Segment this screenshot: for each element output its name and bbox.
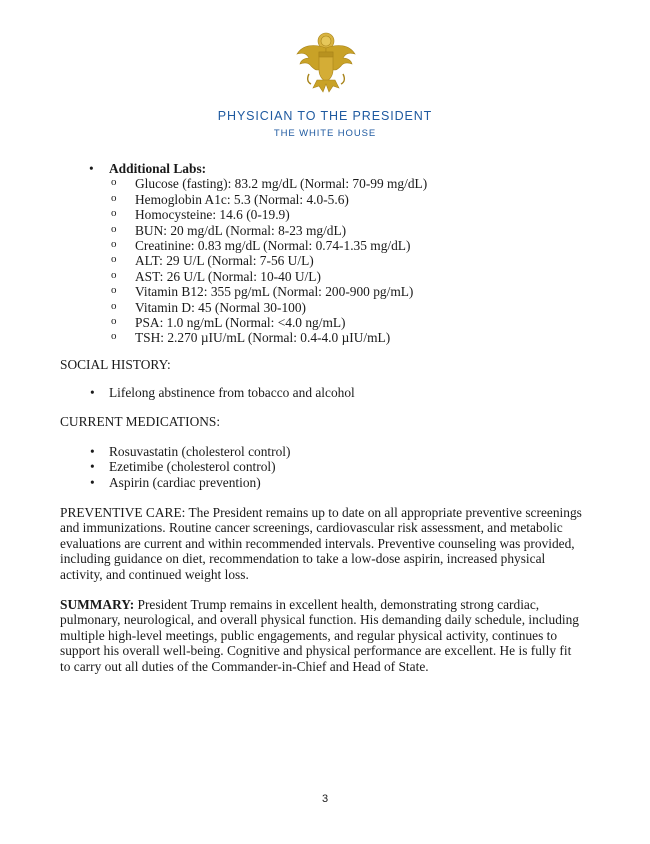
list-item: • Rosuvastatin (cholesterol control) (90, 444, 290, 459)
social-history-list (90, 385, 355, 400)
lab-item: o PSA: 1.0 ng/mL (Normal: <4.0 ng/mL) (135, 315, 427, 330)
paragraph-line: PREVENTIVE CARE: The President remains up to date on all appropriate preventive screenings (60, 505, 582, 520)
paragraph-line: to carry out all duties of the Commander-in-Chief and Head of State. (60, 658, 429, 674)
lab-item: o ALT: 29 U/L (Normal: 7-56 U/L) (135, 253, 427, 268)
letterhead-title: PHYSICIAN TO THE PRESIDENT (217, 109, 433, 123)
summary-paragraph (60, 597, 600, 674)
paragraph-line: evaluations are current and within recommended intervals. Preventive counseling was provided, (60, 535, 575, 551)
summary-first-line: President Trump remains in excellent health, demonstrating strong cardiac, (134, 597, 540, 612)
additional-labs-heading: • Additional Labs: (93, 161, 427, 176)
lab-item: o Vitamin D: 45 (Normal 30-100) (135, 300, 427, 315)
lab-item: o AST: 26 U/L (Normal: 10-40 U/L) (135, 269, 427, 284)
list-item: • Lifelong abstinence from tobacco and alcohol (90, 385, 355, 400)
eagle-seal-icon (295, 30, 357, 96)
paragraph-line: pulmonary, neurological, and overall physical function. His demanding daily schedule, including (60, 612, 580, 628)
lab-item: o Vitamin B12: 355 pg/mL (Normal: 200-900 pg/mL) (135, 284, 427, 299)
lab-item: o TSH: 2.270 µIU/mL (Normal: 0.4-4.0 µIU/mL) (135, 330, 427, 345)
paragraph-line: including guidance on diet, recommendation to take a low-dose aspirin, increased physical (60, 551, 546, 567)
additional-labs-section (93, 161, 427, 346)
paragraph-line: multiple high-level meetings, public engagements, and regular physical activity, continues to (60, 627, 558, 643)
social-history-heading: SOCIAL HISTORY: (60, 357, 171, 372)
paragraph-line: support his overall well-being. Cognitive and physical performance are excellent. He is fully fit (60, 643, 572, 659)
current-medications-heading: CURRENT MEDICATIONS: (60, 414, 221, 429)
lab-item: o Creatinine: 0.83 mg/dL (Normal: 0.74-1.35 mg/dL) (135, 238, 427, 253)
labs-list (93, 176, 427, 345)
page-number: 3 (321, 793, 329, 805)
summary-label: SUMMARY: (60, 597, 135, 612)
lab-item: o Hemoglobin A1c: 5.3 (Normal: 4.0-5.6) (135, 192, 427, 207)
lab-item: o Glucose (fasting): 83.2 mg/dL (Normal: 70-99 mg/dL) (135, 176, 427, 191)
paragraph-line: and immunizations. Routine cancer screenings, cardiovascular risk assessment, and metabolic (60, 520, 563, 536)
list-item: • Aspirin (cardiac prevention) (90, 475, 290, 490)
paragraph-line: activity, and continued weight loss. (60, 566, 249, 582)
preventive-care-paragraph (60, 505, 600, 582)
letterhead-subtitle: THE WHITE HOUSE (273, 128, 377, 139)
lab-item: o BUN: 20 mg/dL (Normal: 8-23 mg/dL) (135, 223, 427, 238)
list-item: • Ezetimibe (cholesterol control) (90, 459, 290, 474)
medications-list (90, 444, 290, 490)
lab-item: o Homocysteine: 14.6 (0-19.9) (135, 207, 427, 222)
paragraph-line (60, 597, 600, 612)
